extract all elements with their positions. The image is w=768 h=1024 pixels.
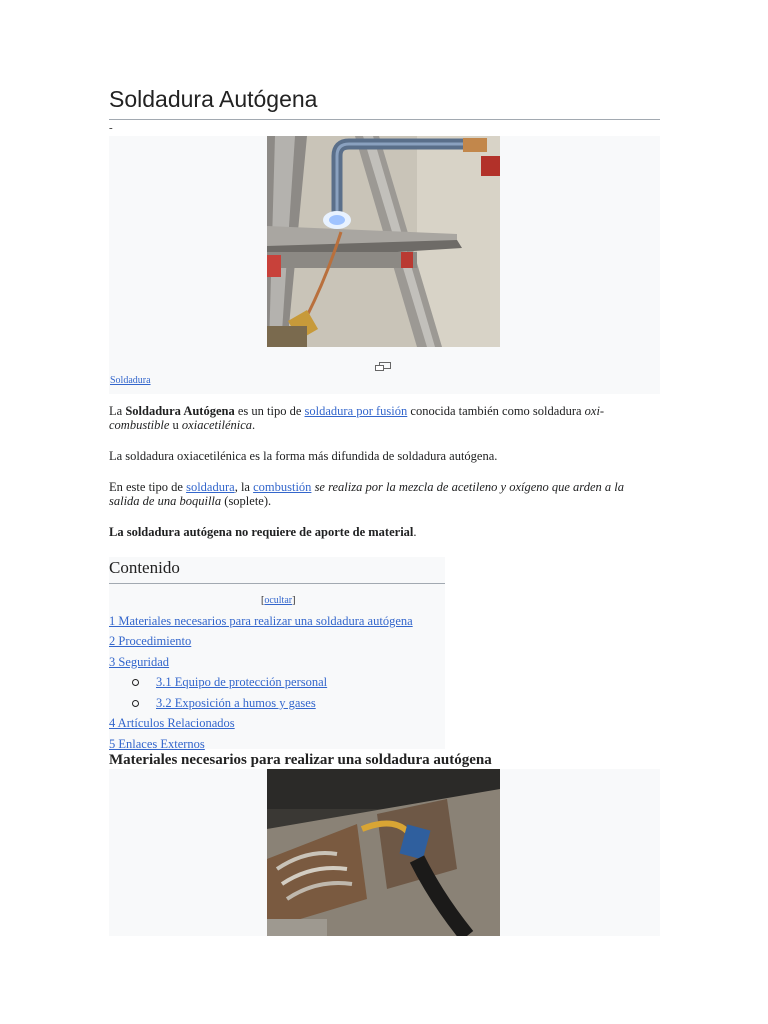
- title-dash: -: [109, 122, 113, 134]
- toc-item-1[interactable]: 1 Materiales necesarios para realizar una soldadura autógena: [109, 614, 413, 628]
- figure-caption: [110, 375, 151, 386]
- link-combustion[interactable]: combustión: [253, 480, 312, 494]
- bold-term: Soldadura Autógena: [125, 404, 235, 418]
- text: es un tipo de: [234, 404, 305, 418]
- intro-paragraph-4: [109, 525, 639, 539]
- toc-item-2[interactable]: 2 Procedimiento: [109, 634, 192, 648]
- toc-item-5[interactable]: 5 Enlaces Externos: [109, 737, 205, 751]
- toc-item-3[interactable]: 3 Seguridad: [109, 655, 170, 669]
- bracket: ]: [292, 595, 296, 606]
- link-soldadura[interactable]: soldadura: [186, 480, 235, 494]
- table-of-contents: [109, 557, 445, 749]
- welding-materials-photo[interactable]: [267, 769, 500, 936]
- toc-item-4[interactable]: 4 Artículos Relacionados: [109, 716, 235, 730]
- intro-paragraph-1: [109, 404, 639, 432]
- text: u: [169, 418, 182, 432]
- figure-welding-materials: [109, 769, 660, 936]
- text: La: [109, 404, 126, 418]
- text: .: [413, 525, 417, 539]
- text: , la: [234, 480, 254, 494]
- text: conocida también como soldadura: [407, 404, 585, 418]
- italic-term: oxi-combustible: [109, 404, 605, 432]
- text: .: [252, 418, 256, 432]
- intro-paragraph-2: La soldadura oxiacetilénica es la forma más difundida de soldadura autógena.: [109, 449, 498, 463]
- intro-paragraph-3: [109, 480, 639, 508]
- magnify-icon[interactable]: [375, 358, 391, 367]
- bracket: [: [261, 595, 265, 606]
- toc-item-3-2[interactable]: 3.2 Exposición a humos y gases: [156, 696, 316, 710]
- toc-title: Contenido: [109, 559, 445, 584]
- toc-toggle: [261, 595, 295, 606]
- italic-term: oxiacetilénica: [181, 418, 253, 432]
- figure-welding-torch: [109, 136, 660, 394]
- bullet-icon: [132, 700, 139, 707]
- toc-hide-link[interactable]: ocultar: [264, 595, 293, 606]
- section-heading-materiales: Materiales necesarios para realizar una soldadura autógena: [109, 752, 492, 768]
- text: (soplete).: [221, 494, 272, 508]
- text: En este tipo de: [109, 480, 187, 494]
- oxyacetylene-torch-photo[interactable]: [267, 136, 500, 347]
- bold-sentence: La soldadura autógena no requiere de aporte de material: [109, 525, 414, 539]
- bullet-icon: [132, 679, 139, 686]
- link-soldadura-por-fusion[interactable]: soldadura por fusión: [304, 404, 408, 418]
- toc-item-3-1[interactable]: 3.1 Equipo de protección personal: [156, 675, 328, 689]
- caption-link-soldadura[interactable]: Soldadura: [110, 375, 151, 386]
- page-title: Soldadura Autógena: [109, 85, 660, 120]
- italic-sentence: se realiza por la mezcla de acetileno y oxígeno que arden a la salida de una boquilla: [109, 480, 624, 508]
